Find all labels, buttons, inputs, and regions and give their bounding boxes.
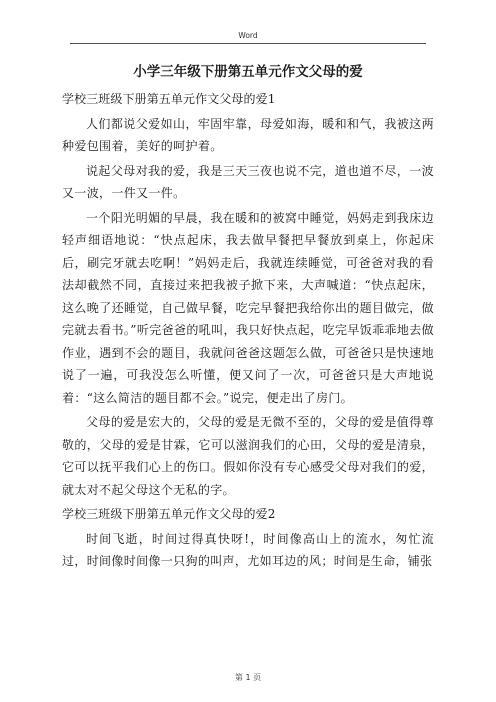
- header-divider: [70, 43, 426, 44]
- document-title: 小学三年级下册第五单元作文父母的爱: [133, 64, 363, 80]
- body-paragraph: 说起父母对我的爱，我是三天三夜也说不完，道也道不尽，一波又一波，一件又一件。: [62, 163, 434, 200]
- document-body: [62, 62, 434, 575]
- page-header: [0, 0, 496, 45]
- body-paragraph: 父母的爱是宏大的，父母的爱是无微不至的，父母的爱是值得尊敬的，父母的爱是甘霖，它可以滋润我们的心田，父母的爱是清泉，它可以抚平我们心上的伤口。假如你没有专心感受父母对我们的爱，就太对不起父母这个无私的字。: [62, 415, 434, 497]
- body-paragraph: 时间飞逝，时间过得真快呀!，时间像高山上的流水，匆忙流过，时间像时间像一只狗的叫声，尤如耳边的风；时间是生命，铺张: [62, 531, 434, 568]
- page-number: 第 1 页: [234, 673, 262, 682]
- essay-subtitle-1: 学校三班级下册第五单元作文父母的爱1: [62, 92, 276, 106]
- body-paragraph: 一个阳光明媚的早晨，我在暖和的被窝中睡觉，妈妈走到我床边轻声细语地说：“快点起床，我去做早餐把早餐放到桌上，你起床后，刷完牙就去吃啊！”妈妈走后，我就连续睡觉，可爸爸对我的看法却截然不同，直接过来把我被子掀下来，大声喊道：“快点起床，这么晚了还睡觉，自己做早餐，吃完早餐把我给你出的题目做完，做完就去看书。”听完爸爸的吼叫，我只好快点起，吃完早饭乖乖地去做作业，遇到不会的题目，我就问爸爸这题怎么做，可爸爸只是快速地说了一遍，可我没怎么听懂，便又问了一次，可爸爸只是大声地说着：“这么简洁的题目都不会。”说完，便走出了房门。: [62, 210, 434, 405]
- essay-subtitle-2: 学校三班级下册第五单元作文父母的爱2: [62, 507, 276, 521]
- body-paragraph: 人们都说父爱如山，牢固牢靠，母爱如海，暖和和气，我被这两种爱包围着，美好的呵护着。: [62, 116, 434, 153]
- header-app-label: Word: [238, 31, 258, 40]
